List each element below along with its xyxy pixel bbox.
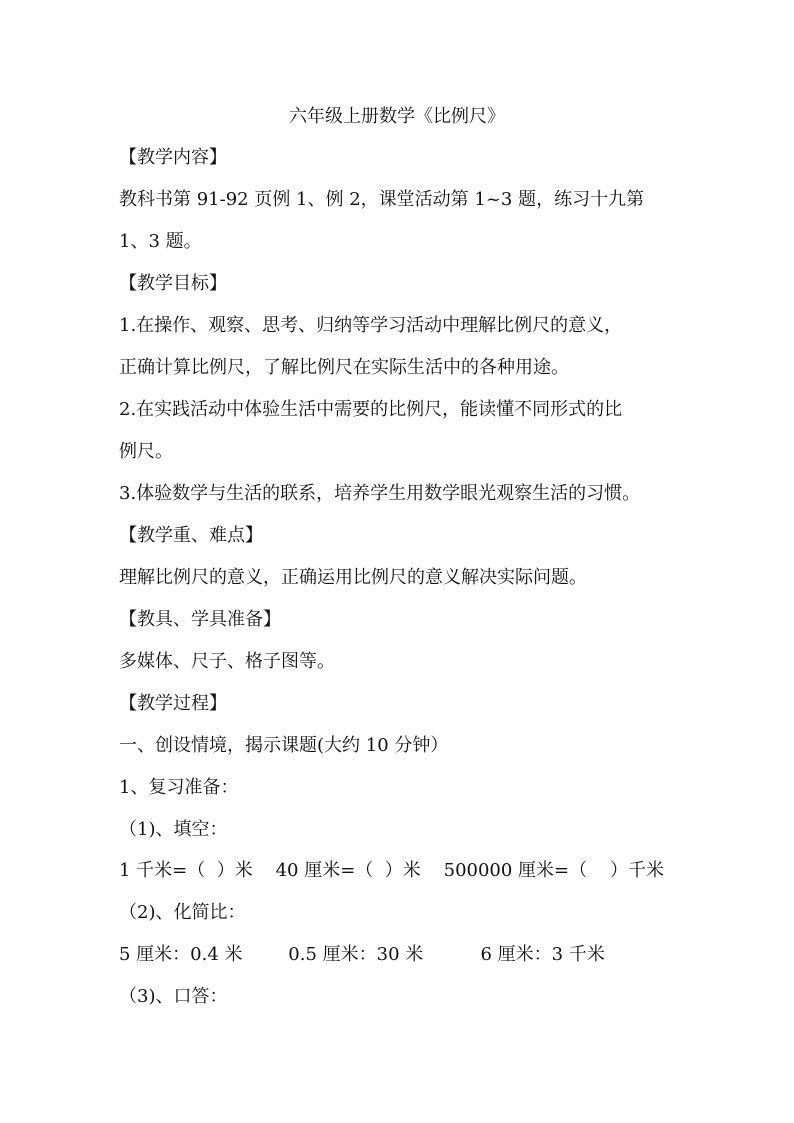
paragraph-line: 多媒体、尺子、格子图等。 (119, 651, 335, 672)
subsection-heading: 1、复习准备： (119, 777, 239, 798)
paragraph-line: 例尺。 (119, 441, 173, 462)
paragraph-line: 理解比例尺的意义，正确运用比例尺的意义解决实际问题。 (119, 567, 587, 588)
paragraph-line: 1.在操作、观察、思考、归纳等学习活动中理解比例尺的意义， (119, 315, 623, 336)
section-heading: 一、创设情境，揭示课题(大约 10 分钟） (119, 735, 449, 756)
paragraph-line: 教科书第 91-92 页例 1、例 2，课堂活动第 1~3 题，练习十九第 (119, 189, 645, 210)
heading-materials: 【教具、学具准备】 (119, 609, 281, 630)
exercise-label: （2)、化简比： (119, 902, 246, 923)
heading-teaching-content: 【教学内容】 (119, 147, 227, 168)
exercise-label: （1)、填空： (119, 819, 228, 840)
exercise-line: 5 厘米：0.4 米 0.5 厘米：30 米 6 厘米：3 千米 (119, 944, 605, 965)
paragraph-line: 1、3 题。 (119, 231, 202, 252)
document-title: 六年级上册数学《比例尺》 (289, 106, 505, 127)
exercise-label: （3)、口答： (119, 986, 228, 1007)
heading-teaching-goals: 【教学目标】 (119, 273, 227, 294)
paragraph-line: 3.体验数学与生活的联系，培养学生用数学眼光观察生活的习惯。 (119, 483, 641, 504)
exercise-line: 1 千米=（ ）米 40 厘米=（ ）米 500000 厘米=（ ）千米 (119, 860, 665, 881)
heading-key-points: 【教学重、难点】 (119, 525, 263, 546)
paragraph-line: 2.在实践活动中体验生活中需要的比例尺，能读懂不同形式的比 (119, 399, 623, 420)
heading-teaching-process: 【教学过程】 (119, 693, 227, 714)
paragraph-line: 正确计算比例尺，了解比例尺在实际生活中的各种用途。 (119, 357, 569, 378)
